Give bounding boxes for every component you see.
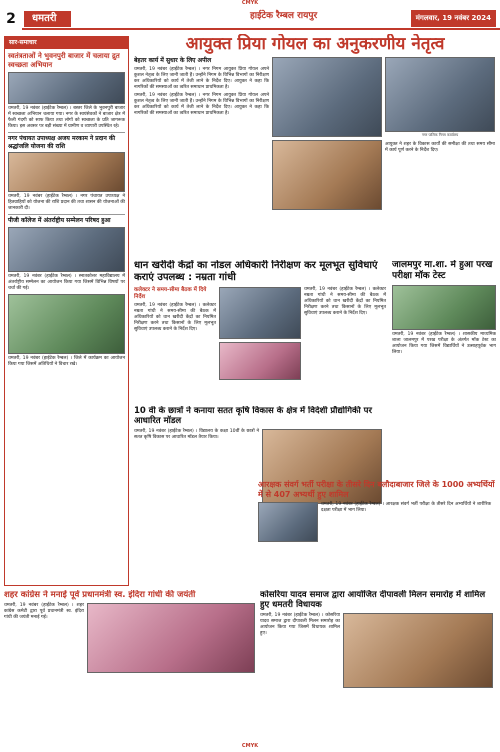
story2-photo-2 bbox=[219, 342, 301, 380]
page-number: 2 bbox=[0, 8, 22, 30]
lead-photo-caption: नगर पालिक निगम कार्यालय bbox=[421, 133, 459, 137]
lead-side-note: आयुक्त ने शहर के विकास कार्यों की समीक्षा की तथा समय सीमा में कार्य पूर्ण करने के निर्देश दिए। bbox=[385, 141, 495, 153]
sidebar-body-3: धमतरी, 19 नवंबर (हाईटेक रैम्बल) । स्नातकोत्तर महाविद्यालय में अंतर्राष्ट्रीय सम्मेलन का आयोजन किया गया जिसमें विभिन्न विषयों पर चर्चा की गई। bbox=[8, 274, 125, 292]
sidebar-body-4: धमतरी, 19 नवंबर (हाईटेक रैम्बल) । जिले में कार्यक्रम का आयोजन किया गया जिसमें अतिथियों ने विचार रखे। bbox=[8, 356, 125, 368]
story3-photo bbox=[392, 285, 496, 330]
story7-body: धमतरी, 19 नवंबर (हाईटेक रैम्बल) । कोसरिया यादव समाज द्वारा दीपावली मिलन समारोह का आयोजन किया गया जिसमें विधायक शामिल हुए। bbox=[260, 613, 340, 636]
story5-photo bbox=[258, 502, 318, 542]
story2-body-cont: धमतरी, 19 नवंबर (हाईटेक रैम्बल) । कलेक्टर नम्रता गांधी ने समय-सीमा की बैठक में अधिकारियों को धान खरीदी केंद्रों का नियमित निरीक्षण करने तथा किसानों के लिए मूलभूत सुविधाएं उपलब्ध कराने के निर्देश दिए। bbox=[304, 287, 386, 316]
brand-name: हाईटेक रैम्बल bbox=[250, 11, 294, 21]
story4-body: धमतरी, 19 नवंबर (हाईटेक रैम्बल) । विद्यालय के कक्षा 10वीं के छात्रों ने सतत कृषि विकास पर आधारित मॉडल तैयार किया। bbox=[134, 429, 259, 440]
sidebar-body-2: धमतरी, 19 नवंबर (हाईटेक रैम्बल) । नगर पंचायत उपाध्यक्ष ने हितग्राहियों को योजना की राशि प्रदान की तथा शासन की योजनाओं की जानकारी दी। bbox=[8, 194, 125, 212]
sidebar-headline-2: नगर पंचायत उपाध्यक्ष अजय मरकाम ने प्रदान की श्रद्धांजलि योजना की राशि bbox=[8, 134, 116, 150]
story3-headline: जालमपुर मा.शा. में हुआ परख परीक्षा मॉक टेस्ट bbox=[392, 260, 493, 281]
story-paddy-procurement bbox=[134, 260, 388, 402]
story3-body: धमतरी, 19 नवंबर (हाईटेक रैम्बल) । शासकीय माध्यमिक शाला जालमपुर में परख परीक्षा के अंतर्गत मॉक टेस्ट का आयोजन किया गया जिसमें विद्यार्थियों ने उत्साहपूर्वक भाग लिया। bbox=[392, 332, 496, 355]
sidebar-body-1: धमतरी, 19 नवंबर (हाईटेक रैम्बल) । बस्तर जिले के भुवनपुरी बाजार में स्वच्छता अभियान चलाया गया। नगर के स्वयंसेवकों ने बाजार क्षेत्र में फैली गंदगी को साफ किया तथा लोगों को स्वच्छता के प्रति जागरूक किया। इस अवसर पर बड़ी संख्या में ग्रामीण व व्यापारी उपस्थित रहे। bbox=[8, 105, 125, 129]
story6-headline: शहर कांग्रेस ने मनाई पूर्व प्रधानमंत्री स्व. इंदिरा गांधी की जयंती bbox=[4, 590, 196, 600]
lead-photo-1 bbox=[272, 57, 382, 137]
lead-kicker: बेहतर कार्य में सुधार के लिए अपील bbox=[134, 57, 212, 64]
story-yadav-samaj bbox=[260, 590, 496, 740]
sidebar-items bbox=[5, 49, 128, 373]
lead-body-repeat: धमतरी, 19 नवंबर (हाईटेक रैम्बल) । नगर निगम आयुक्त प्रिया गोयल अपने कुशल नेतृत्व के लिए जानी जाती हैं। उन्होंने निगम के विभिन्न विभागों का निरीक्षण कर अधिकारियों को कार्य में तेजी लाने के निर्देश दिए। आयुक्त ने कहा कि नागरिकों की समस्याओं का त्वरित समाधान प्राथमिकता है। bbox=[134, 92, 269, 116]
sidebar-box-title: सार-समाचार bbox=[5, 37, 128, 49]
story5-headline: आरक्षक संवर्ग भर्ती परीक्षा के तीसरे दिन बलौदाबाजार जिले के 1000 अभ्यर्थियों में से 407 अभ्यर्थी हुए शामिल bbox=[258, 480, 495, 499]
sidebar-headline-1: स्वतंत्रताओं ने भुवनपुरी बाजार में चलाया द्रुत स्वच्छता अभियान bbox=[8, 51, 120, 69]
lead-photo-3 bbox=[385, 57, 495, 132]
masthead bbox=[0, 8, 500, 30]
story2-headline: धान खरीदी केंद्रों का नोडल अधिकारी निरीक्षण कर मूलभूत सुविधाएं कराएं उपलब्ध : नम्रता गांधी bbox=[134, 260, 378, 283]
lead-headline: आयुक्त प्रिया गोयल का अनुकरणीय नेतृत्व bbox=[185, 34, 445, 54]
lead-photo-2 bbox=[272, 140, 382, 210]
story2-photo-1 bbox=[219, 287, 301, 339]
story-constable-recruitment bbox=[258, 480, 496, 550]
story-indira-jayanti bbox=[4, 590, 256, 740]
story6-body: धमतरी, 19 नवंबर (हाईटेक रैम्बल) । शहर कांग्रेस कमेटी द्वारा पूर्व प्रधानमंत्री स्व. इंदिरा गांधी की जयंती मनाई गई। bbox=[4, 603, 84, 620]
edition-name: रायपुर bbox=[297, 11, 318, 21]
lead-body: धमतरी, 19 नवंबर (हाईटेक रैम्बल) । नगर निगम आयुक्त प्रिया गोयल अपने कुशल नेतृत्व के लिए जानी जाती हैं। उन्होंने निगम के विभिन्न विभागों का निरीक्षण कर अधिकारियों को कार्य में तेजी लाने के निर्देश दिए। आयुक्त ने कहा कि नागरिकों की समस्याओं का त्वरित समाधान प्राथमिकता है। bbox=[134, 66, 269, 90]
lead-story bbox=[134, 34, 496, 256]
story4-headline: 10 वी के छात्रों ने कनाया सतत कृषि विकास के क्षेत्र में विदेशी प्रौद्योगिकी पर आधारित मॉडल bbox=[134, 406, 372, 426]
issue-date: मंगलवार, 19 नवंबर 2024 bbox=[411, 10, 496, 27]
story2-body: धमतरी, 19 नवंबर (हाईटेक रैम्बल) । कलेक्टर नम्रता गांधी ने समय-सीमा की बैठक में अधिकारियों को धान खरीदी केंद्रों का नियमित निरीक्षण करने तथा किसानों के लिए मूलभूत सुविधाएं उपलब्ध कराने के निर्देश दिए। bbox=[134, 303, 216, 333]
story7-headline: कोसरिया यादव समाज द्वारा आयोजित दीपावली मिलन समारोह में शामिल हुए धमतरी विधायक bbox=[260, 590, 486, 610]
section-title: धमतरी bbox=[24, 11, 71, 27]
sidebar-photo-4 bbox=[8, 294, 125, 354]
bottom-registration-mark: CMYK bbox=[241, 743, 259, 749]
story-mock-test bbox=[392, 260, 496, 475]
sidebar-photo-1 bbox=[8, 72, 125, 104]
story6-photo bbox=[87, 603, 255, 673]
story5-body: धमतरी, 19 नवंबर (हाईटेक रैम्बल) । आरक्षक संवर्ग भर्ती परीक्षा के तीसरे दिन अभ्यर्थियों ने शारीरिक दक्षता परीक्षा में भाग लिया। bbox=[321, 502, 491, 513]
top-registration-mark: CMYK bbox=[241, 0, 259, 6]
newspaper-brand bbox=[250, 11, 317, 23]
story7-photo bbox=[343, 613, 493, 688]
sidebar-headline-3: पीजी कॉलेज में अंतर्राष्ट्रीय सम्मेलन परिषद हुआ bbox=[8, 217, 111, 225]
sidebar-photo-2 bbox=[8, 152, 125, 192]
story2-subhead: कलेक्टर ने समय-सीमा बैठक में दिये निर्देश bbox=[134, 287, 207, 301]
sidebar-photo-3 bbox=[8, 227, 125, 272]
sidebar-column bbox=[4, 36, 129, 586]
